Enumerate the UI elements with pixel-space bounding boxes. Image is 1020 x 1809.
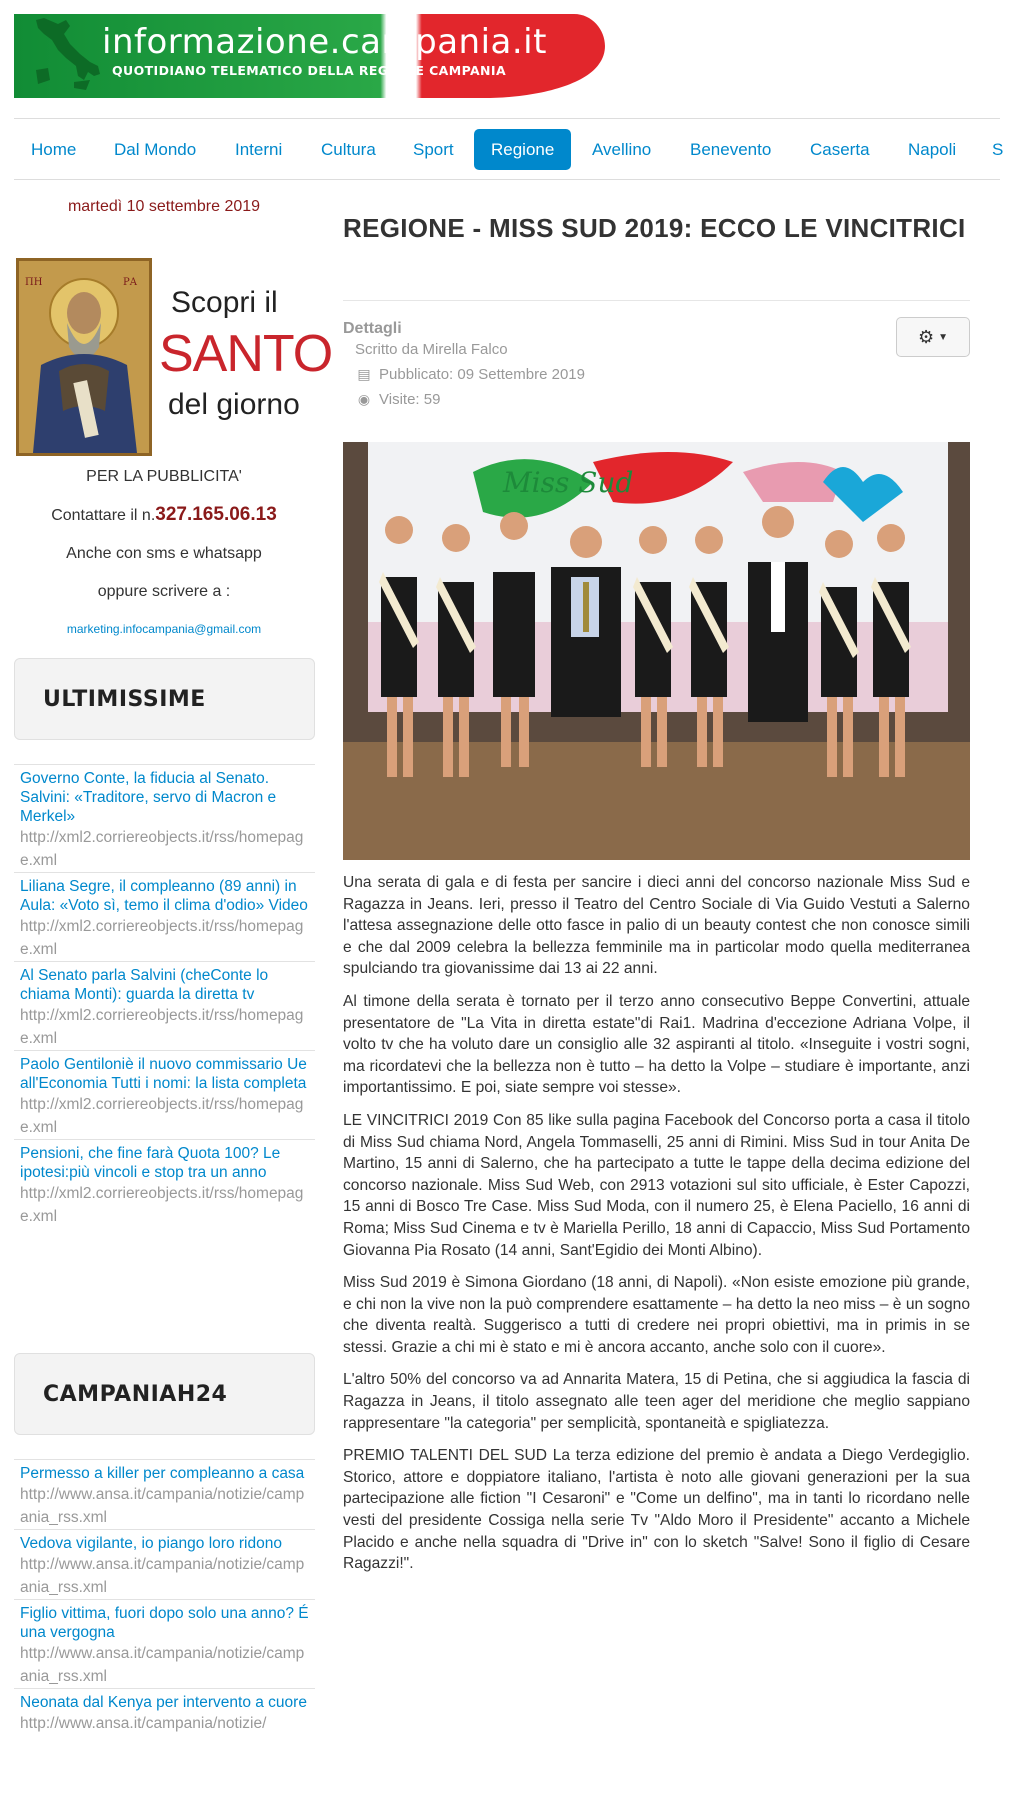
list-item	[14, 872, 315, 961]
chevron-down-icon: ▼	[938, 332, 949, 344]
ad-sms-note: Anche con sms e whatsapp	[66, 545, 262, 562]
ultimissime-header	[14, 658, 315, 740]
campaniah24-feed	[14, 1459, 315, 1735]
feed-item-url: http://xml2.corriereobjects.it/rss/homepage.xml	[20, 918, 304, 958]
ad-phone-number: 327.165.06.13	[155, 504, 277, 525]
feed-item-url: http://xml2.corriereobjects.it/rss/homepage.xml	[20, 1096, 304, 1136]
ad-write-note: oppure scrivere a :	[97, 583, 231, 600]
article-paragraph: Una serata di gala e di festa per sancire i dieci anni del concorso nazionale Miss Sud e Ragazza in Jeans. Ieri, presso il Teatro del Centro Sociale di Via Guido Vestuti a Salerno l'attesa assegnazione delle otto fasce in palio di un beauty contest che non conosce simili e che dal 2009 celebra la bellezza femminile ma in particolar modo quella mediterranea spulciando tra giovanissime dai 13 ai 22 anni.	[343, 874, 970, 978]
santo-line-1: Scopri il	[171, 286, 278, 319]
article-published	[343, 362, 585, 387]
article-views	[343, 387, 585, 412]
article-paragraph: Miss Sud 2019 è Simona Giordano (18 anni, di Napoli). «Non esiste emozione più grande, e chi non la vive non la può comprendere esattamente – ha detto la neo miss – è un sogno che diventa realtà. Suggerisco a tutti di credere nei propri obiettivi, ma in primis in se stessi. Grazie a chi mi è stato e mi è ancora accanto, anche solo con il cuore».	[343, 1274, 970, 1356]
calendar-icon: ▤	[357, 366, 371, 382]
article-published-text: Pubblicato: 09 Settembre 2019	[379, 366, 585, 383]
article-paragraph: LE VINCITRICI 2019 Con 85 like sulla pagina Facebook del Concorso porta a casa il titolo di Miss Sud chiama Nord, Angela Tommaselli, 25 anni di Rimini. Miss Sud in tour Anita De Martino, 15 anni di Salerno, che ha partecipato a tutte le tappe della decima edizione del concorso nazionale. Miss Sud Web, con 2913 votazioni sul sito ufficiale, è Ester Capozzi, 15 anni di Bosco Tre Case. Miss Sud Moda, con il numero 25, è Elena Paciello, 16 anni di Roma; Miss Sud Cinema e tv è Mariella Perillo, 18 anni di Capaccio, Miss Sud Portamento Giovanna Pia Rosato (14 anni, Sant'Egidio dei Monti Albino).	[343, 1111, 970, 1259]
feed-item-url: http://www.ansa.it/campania/notizie/campania_rss.xml	[20, 1645, 305, 1685]
photo-sign: Miss Sud	[503, 466, 634, 499]
feed-item-title[interactable]: Pensioni, che fine farà Quota 100? Le ipotesi:più vincoli e stop tra un anno	[20, 1145, 281, 1181]
title-divider	[343, 300, 970, 301]
feed-item-title[interactable]: Paolo Gentiloniè il nuovo commissario Ue all'Economia Tutti i nomi: la lista completa	[20, 1056, 307, 1092]
feed-item-title[interactable]: Figlio vittima, fuori dopo solo una anno? É una vergogna	[20, 1605, 309, 1641]
svg-text:ΡΑ: ΡΑ	[123, 277, 137, 288]
nav-item-interni[interactable]: Interni	[235, 140, 283, 159]
article-paragraph: PREMIO TALENTI DEL SUD La terza edizione del premio è andata a Diego Verdegiglio. Storico, attore e doppiatore italiano, l'artista è noto alle giovani generazioni per la sua partecipazione alle fiction "I Cesaroni" e "Come un delfino", ma in tanti lo ricordano nelle vesti del presidente Cossiga nella serie Tv "Aldo Moro il Presidente" accanto a Michele Placido e anche nella squadra di "Drive in" con lo sketch "Salve! Sono il figlio di Cesare Ragazzi!".	[343, 1447, 970, 1573]
ad-contact-prefix: Contattare il n.	[51, 507, 156, 524]
feed-item-title[interactable]: Liliana Segre, il compleanno (89 anni) in Aula: «Voto sì, temo il clima d'odio» Video	[20, 878, 308, 914]
eye-icon: ◉	[357, 391, 371, 407]
main-nav	[14, 118, 1004, 180]
gear-icon: ⚙	[917, 327, 935, 347]
campaniah24-header	[14, 1353, 315, 1435]
ad-email-link[interactable]: marketing.infocampania@gmail.com	[66, 622, 262, 636]
feed-item-title[interactable]: Vedova vigilante, io piango loro ridono	[20, 1535, 282, 1552]
article-title: REGIONE - MISS SUD 2019: ECCO LE VINCITRICI	[343, 213, 966, 243]
list-item	[14, 1050, 315, 1139]
nav-item-more[interactable]: S	[992, 140, 1004, 159]
article-author: Scritto da Mirella Falco	[355, 341, 508, 358]
feed-item-url: http://xml2.corriereobjects.it/rss/homepage.xml	[20, 829, 304, 869]
nav-item-caserta[interactable]: Caserta	[810, 140, 870, 159]
feed-item-title[interactable]: Governo Conte, la fiducia al Senato. Salvini: «Traditore, servo di Macron e Merkel»	[20, 770, 277, 825]
santo-del-giorno-banner[interactable]	[16, 258, 333, 456]
feed-item-url: http://www.ansa.it/campania/notizie/campania_rss.xml	[20, 1486, 305, 1526]
svg-text:ΠΗ: ΠΗ	[25, 277, 43, 288]
article-views-text: Visite: 59	[379, 391, 441, 408]
ultimissime-feed	[14, 764, 315, 1228]
santo-line-3: del giorno	[168, 388, 300, 421]
nav-item-napoli[interactable]: Napoli	[908, 140, 957, 159]
nav-item-regione[interactable]: Regione	[474, 129, 571, 170]
list-item	[14, 1139, 315, 1228]
list-item	[14, 1688, 315, 1735]
details-label: Dettagli	[343, 320, 402, 337]
feed-item-title[interactable]: Neonata dal Kenya per intervento a cuore	[20, 1694, 307, 1711]
feed-item-url: http://www.ansa.it/campania/notizie/	[20, 1715, 267, 1732]
ultimissime-title: ULTIMISSIME	[43, 687, 206, 712]
site-banner[interactable]	[14, 14, 604, 98]
ad-contact	[14, 504, 314, 526]
feed-item-url: http://xml2.corriereobjects.it/rss/homepage.xml	[20, 1185, 304, 1225]
article	[343, 212, 970, 1573]
santo-line-2: SANTO	[159, 325, 333, 383]
list-item	[14, 1459, 315, 1529]
nav-item-sport[interactable]: Sport	[413, 140, 454, 159]
nav-item-cultura[interactable]: Cultura	[321, 140, 376, 159]
list-item	[14, 764, 315, 872]
feed-item-title[interactable]: Al Senato parla Salvini (cheConte lo chiama Monti): guarda la diretta tv	[20, 967, 269, 1003]
article-details	[343, 320, 585, 412]
campaniah24-title: CAMPANIAH24	[43, 1382, 228, 1407]
site-tagline: QUOTIDIANO TELEMATICO DELLA REGIONE CAMPANIA	[112, 63, 507, 78]
nav-item-avellino[interactable]: Avellino	[592, 140, 652, 159]
article-paragraph: Al timone della serata è tornato per il terzo anno consecutivo Beppe Convertini, attuale presentatore de "La Vita in diretta estate"di Rai1. Madrina d'eccezione Adriana Volpe, il volto tv che ha voluto dare un consiglio alle 32 aspiranti al titolo. «Inseguite i vostri sogni, ma ricordatevi che la bellezza non è tutto – ha detto la Volpe – studiare è importante, anzi importantissimo. E poi, siate sempre voi stesse».	[343, 992, 970, 1097]
list-item	[14, 961, 315, 1050]
feed-item-url: http://www.ansa.it/campania/notizie/campania_rss.xml	[20, 1556, 305, 1596]
nav-item-dal-mondo[interactable]: Dal Mondo	[114, 140, 197, 159]
site-name: informazione.campania.it	[102, 22, 547, 62]
feed-item-title[interactable]: Permesso a killer per compleanno a casa	[20, 1465, 305, 1482]
article-tools-button[interactable]	[896, 317, 970, 357]
feed-item-url: http://xml2.corriereobjects.it/rss/homepage.xml	[20, 1007, 304, 1047]
current-date: martedì 10 settembre 2019	[67, 198, 261, 215]
nav-item-home[interactable]: Home	[31, 140, 77, 159]
article-photo	[343, 442, 970, 860]
article-paragraph: L'altro 50% del concorso va ad Annarita Matera, 15 di Petina, che si aggiudica la fascia di Ragazza in Jeans, il titolo assegnato alle teen ager del meridione che meglio sappiano rappresentare "la categoria" per semplicità, spontaneità e spigliatezza.	[343, 1371, 970, 1432]
nav-item-benevento[interactable]: Benevento	[690, 140, 772, 159]
ad-title: PER LA PUBBLICITA'	[86, 468, 242, 485]
article-body	[343, 872, 970, 1586]
saint-icon	[16, 258, 152, 456]
list-item	[14, 1599, 315, 1688]
list-item	[14, 1529, 315, 1599]
